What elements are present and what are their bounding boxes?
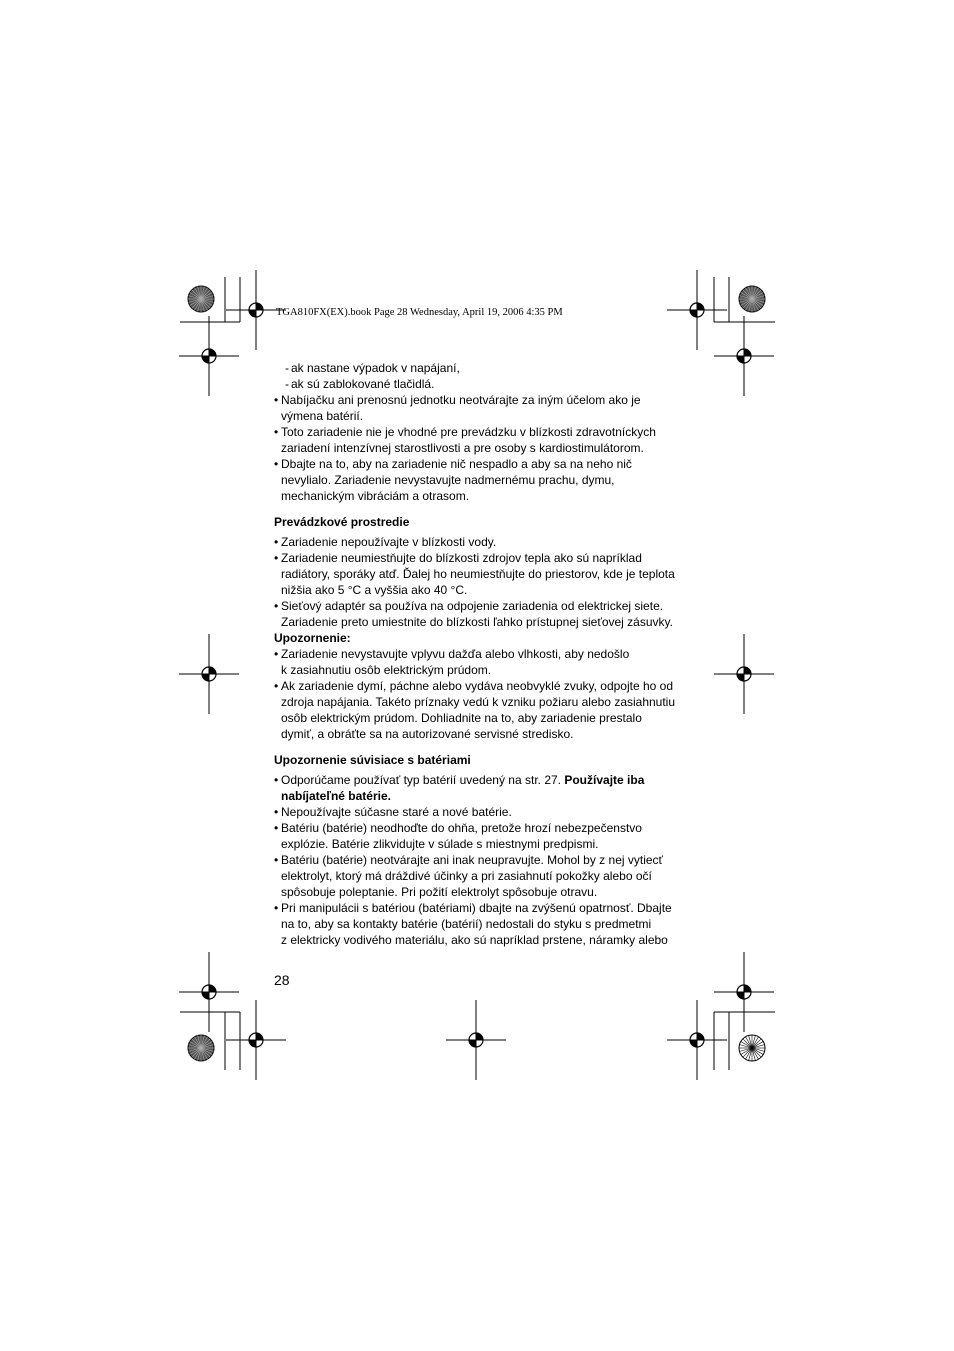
dash-item: - ak sú zablokované tlačidlá. [285, 377, 435, 391]
registration-mark-fill [256, 1033, 263, 1040]
registration-mark-fill [744, 667, 751, 674]
registration-mark-fill [209, 985, 216, 992]
registration-mark-fill [690, 1040, 697, 1047]
list-item: • Zariadenie nevystavujte vplyvu dažďa alebo vlhkosti, aby nedošlo k zasiahnutiu osôb elektrickým prúdom. [274, 647, 630, 677]
registration-mark-fill [209, 667, 216, 674]
warning-heading: Upozornenie: [274, 631, 351, 645]
list-item: • Nabíjačku ani prenosnú jednotku neotvárajte za iným účelom ako je výmena batérií. [274, 393, 641, 423]
dash-item: - ak nastane výpadok v napájaní, [285, 361, 460, 375]
list-item: • Odporúčame používať typ batérií uvedený na str. 27. Používajte iba nabíjateľné batérie. [274, 773, 645, 803]
registration-mark-fill [209, 349, 216, 356]
environment-section [274, 514, 686, 742]
registration-mark-fill [737, 992, 744, 999]
list-item: • Pri manipulácii s batériou (batériami) dbajte na zvýšenú opatrnosť. Dbajte na to, aby sa kontakty batérie (batérií) nedostali do styku s predmetmi z elektricky vodivého materiálu, ako sú napríklad prstene, náramky alebo [274, 901, 672, 947]
list-item: • Zariadenie nepoužívajte v blízkosti vody. [274, 535, 497, 549]
registration-mark-fill [202, 992, 209, 999]
registration-mark-fill [202, 356, 209, 363]
list-item: • Dbajte na to, aby na zariadenie nič nespadlo a aby sa na neho nič nevylialo. Zariadenie nevystavujte nadmernému prachu, dymu, mechanickým vibráciám a otrasom. [274, 457, 632, 503]
list-item: • Toto zariadenie nie je vhodné pre prevádzku v blízkosti zdravotníckych zariadení intenzívnej starostlivosti a pre osoby s kardiostimulátorom. [274, 425, 656, 455]
registration-mark-fill [737, 356, 744, 363]
registration-mark-fill [690, 310, 697, 317]
page-content [274, 360, 686, 948]
list-item: • Batériu (batérie) neotvárajte ani inak neupravujte. Mohol by z nej vytiecť elektrolyt, ktorý má dráždivé účinky a pri zasiahnutí pokožky alebo očí spôsobuje poleptanie. Pri požití elektrolyt spôsobuje otravu. [274, 853, 664, 899]
list-item: • Nepoužívajte súčasne staré a nové batérie. [274, 805, 512, 819]
list-item: • Zariadenie neumiestňujte do blízkosti zdrojov tepla ako sú napríklad radiátory, sporáky atď. Ďalej ho neumiestňujte do priestorov, kde je teplota nižšia ako 5 °C a vyššia ako 40 °C. [274, 551, 675, 597]
registration-mark-fill [469, 1040, 476, 1047]
battery-section [274, 752, 686, 948]
registration-mark-fill [697, 1033, 704, 1040]
registration-mark-fill [249, 1040, 256, 1047]
intro-section [274, 360, 686, 504]
registration-mark-fill [697, 303, 704, 310]
registration-mark-fill [256, 303, 263, 310]
registration-mark-fill [202, 674, 209, 681]
registration-mark-fill [744, 985, 751, 992]
registration-mark-fill [249, 310, 256, 317]
section-heading: Upozornenie súvisiace s batériami [274, 753, 471, 767]
section-heading: Prevádzkové prostredie [274, 515, 410, 529]
list-item: • Ak zariadenie dymí, páchne alebo vydáva neobvyklé zvuky, odpojte ho od zdroja napájania. Takéto príznaky vedú k vzniku požiaru alebo zasiahnutiu osôb elektrickým prúdom. Dohliadnite na to, aby zariadenie prestalo dymiť, a obráťte sa na autorizované servisné stredisko. [274, 679, 676, 741]
list-item: • Batériu (batérie) neodhoďte do ohňa, pretože hrozí nebezpečenstvo explózie. Batérie zlikvidujte v súlade s miestnymi predpismi. [274, 821, 642, 851]
registration-mark-fill [476, 1033, 483, 1040]
list-item: • Sieťový adaptér sa používa na odpojenie zariadenia od elektrickej siete. Zariadenie preto umiestnite do blízkosti ľahko prístupnej sieťovej zásuvky. [274, 599, 673, 629]
registration-mark-fill [737, 674, 744, 681]
page-number: 28 [274, 972, 290, 988]
print-file-header: TGA810FX(EX).book Page 28 Wednesday, April 19, 2006 4:35 PM [276, 307, 563, 318]
registration-mark-fill [744, 349, 751, 356]
